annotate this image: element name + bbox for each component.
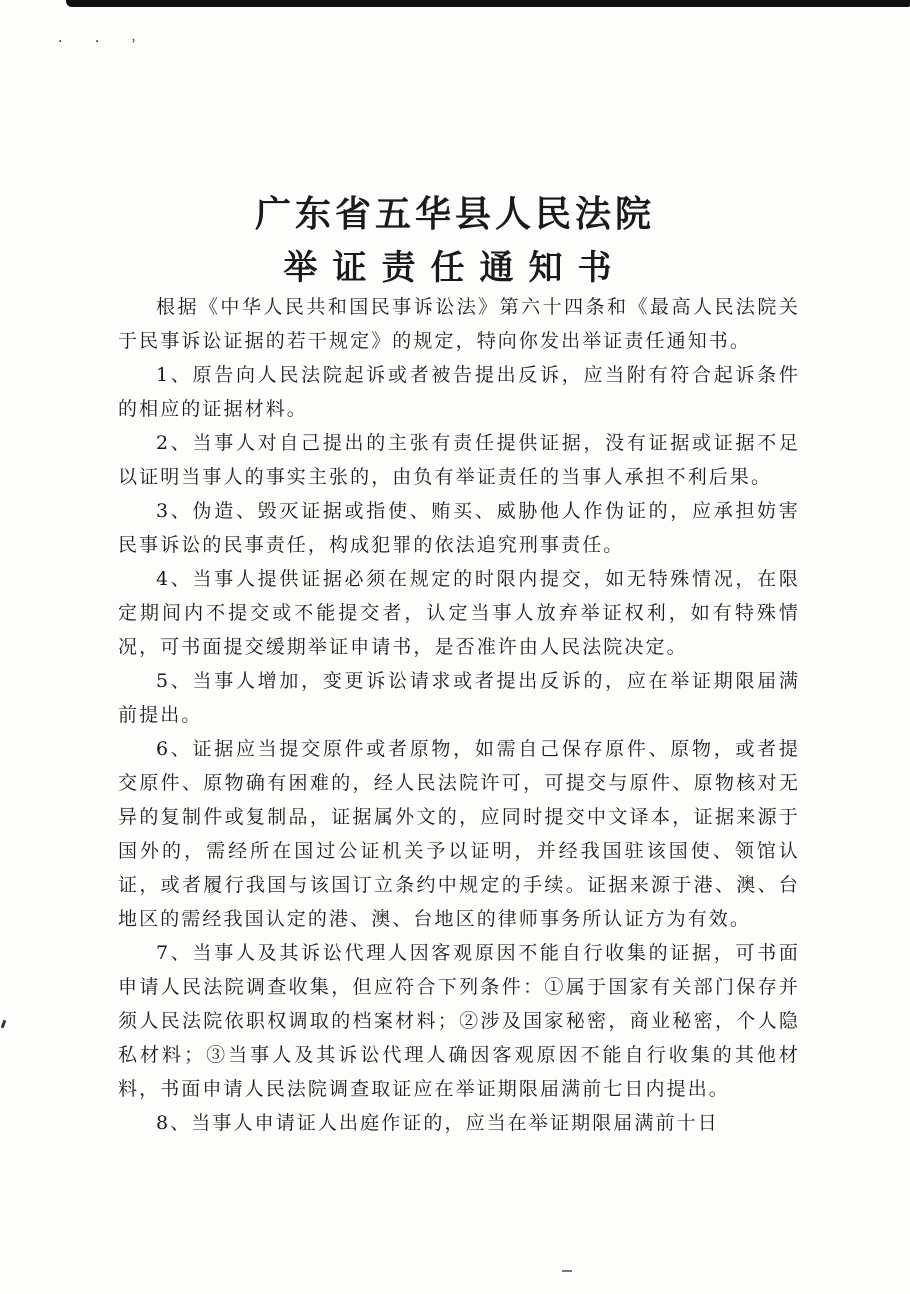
scan-specks: · · ˒ bbox=[58, 34, 151, 50]
intro-paragraph: 根据《中华人民共和国民事诉讼法》第六十四条和《最高人民法院关于民事诉讼证据的若干规定》的规定，特向你发出举证责任通知书。 bbox=[118, 296, 800, 352]
notice-title: 举证责任通知书 bbox=[283, 248, 627, 288]
scan-footer-mark bbox=[562, 1270, 572, 1272]
scan-side-mark bbox=[1, 1020, 7, 1029]
top-scan-border bbox=[66, 0, 910, 7]
clause-6: 6、证据应当提交原件或者原物，如需自己保存原件、原物，或者提交原件、原物确有困难的，经人民法院许可，可提交与原件、原物核对无异的复制件或复制品，证据属外文的，应同时提交中文译本，证据来源于国外的，需经所在国过公证机关予以证明，并经我国驻该国使、领馆认证，或者履行我国与该国订立条约中规定的手续。证据来源于港、澳、台地区的需经我国认定的港、澳、台地区的律师事务所认证方为有效。 bbox=[118, 738, 800, 930]
clause-5: 5、当事人增加，变更诉讼请求或者提出反诉的，应在举证期限届满前提出。 bbox=[118, 670, 800, 726]
notice-body bbox=[118, 290, 800, 1140]
clause-4: 4、当事人提供证据必须在规定的时限内提交，如无特殊情况，在限定期间内不提交或不能提交者，认定当事人放弃举证权利，如有特殊情况，可书面提交缓期举证申请书，是否准许由人民法院决定。 bbox=[118, 568, 800, 658]
clause-3: 3、伪造、毁灭证据或指使、贿买、威胁他人作伪证的，应承担妨害民事诉讼的民事责任，构成犯罪的依法追究刑事责任。 bbox=[118, 500, 800, 556]
clause-7: 7、当事人及其诉讼代理人因客观原因不能自行收集的证据，可书面申请人民法院调查收集，但应符合下列条件：①属于国家有关部门保存并须人民法院依职权调取的档案材料；②涉及国家秘密，商业秘密，个人隐私材料；③当事人及其诉讼代理人确因客观原因不能自行收集的其他材料，书面申请人民法院调查取证应在举证期限届满前七日内提出。 bbox=[118, 942, 800, 1100]
clause-8: 8、当事人申请证人出庭作证的，应当在举证期限届满前十日 bbox=[156, 1112, 719, 1134]
court-title: 广东省五华县人民法院 bbox=[254, 193, 655, 235]
clause-1: 1、原告向人民法院起诉或者被告提出反诉，应当附有符合起诉条件的相应的证据材料。 bbox=[118, 364, 800, 420]
clause-2: 2、当事人对自己提出的主张有责任提供证据，没有证据或证据不足以证明当事人的事实主张的，由负有举证责任的当事人承担不利后果。 bbox=[118, 432, 800, 488]
